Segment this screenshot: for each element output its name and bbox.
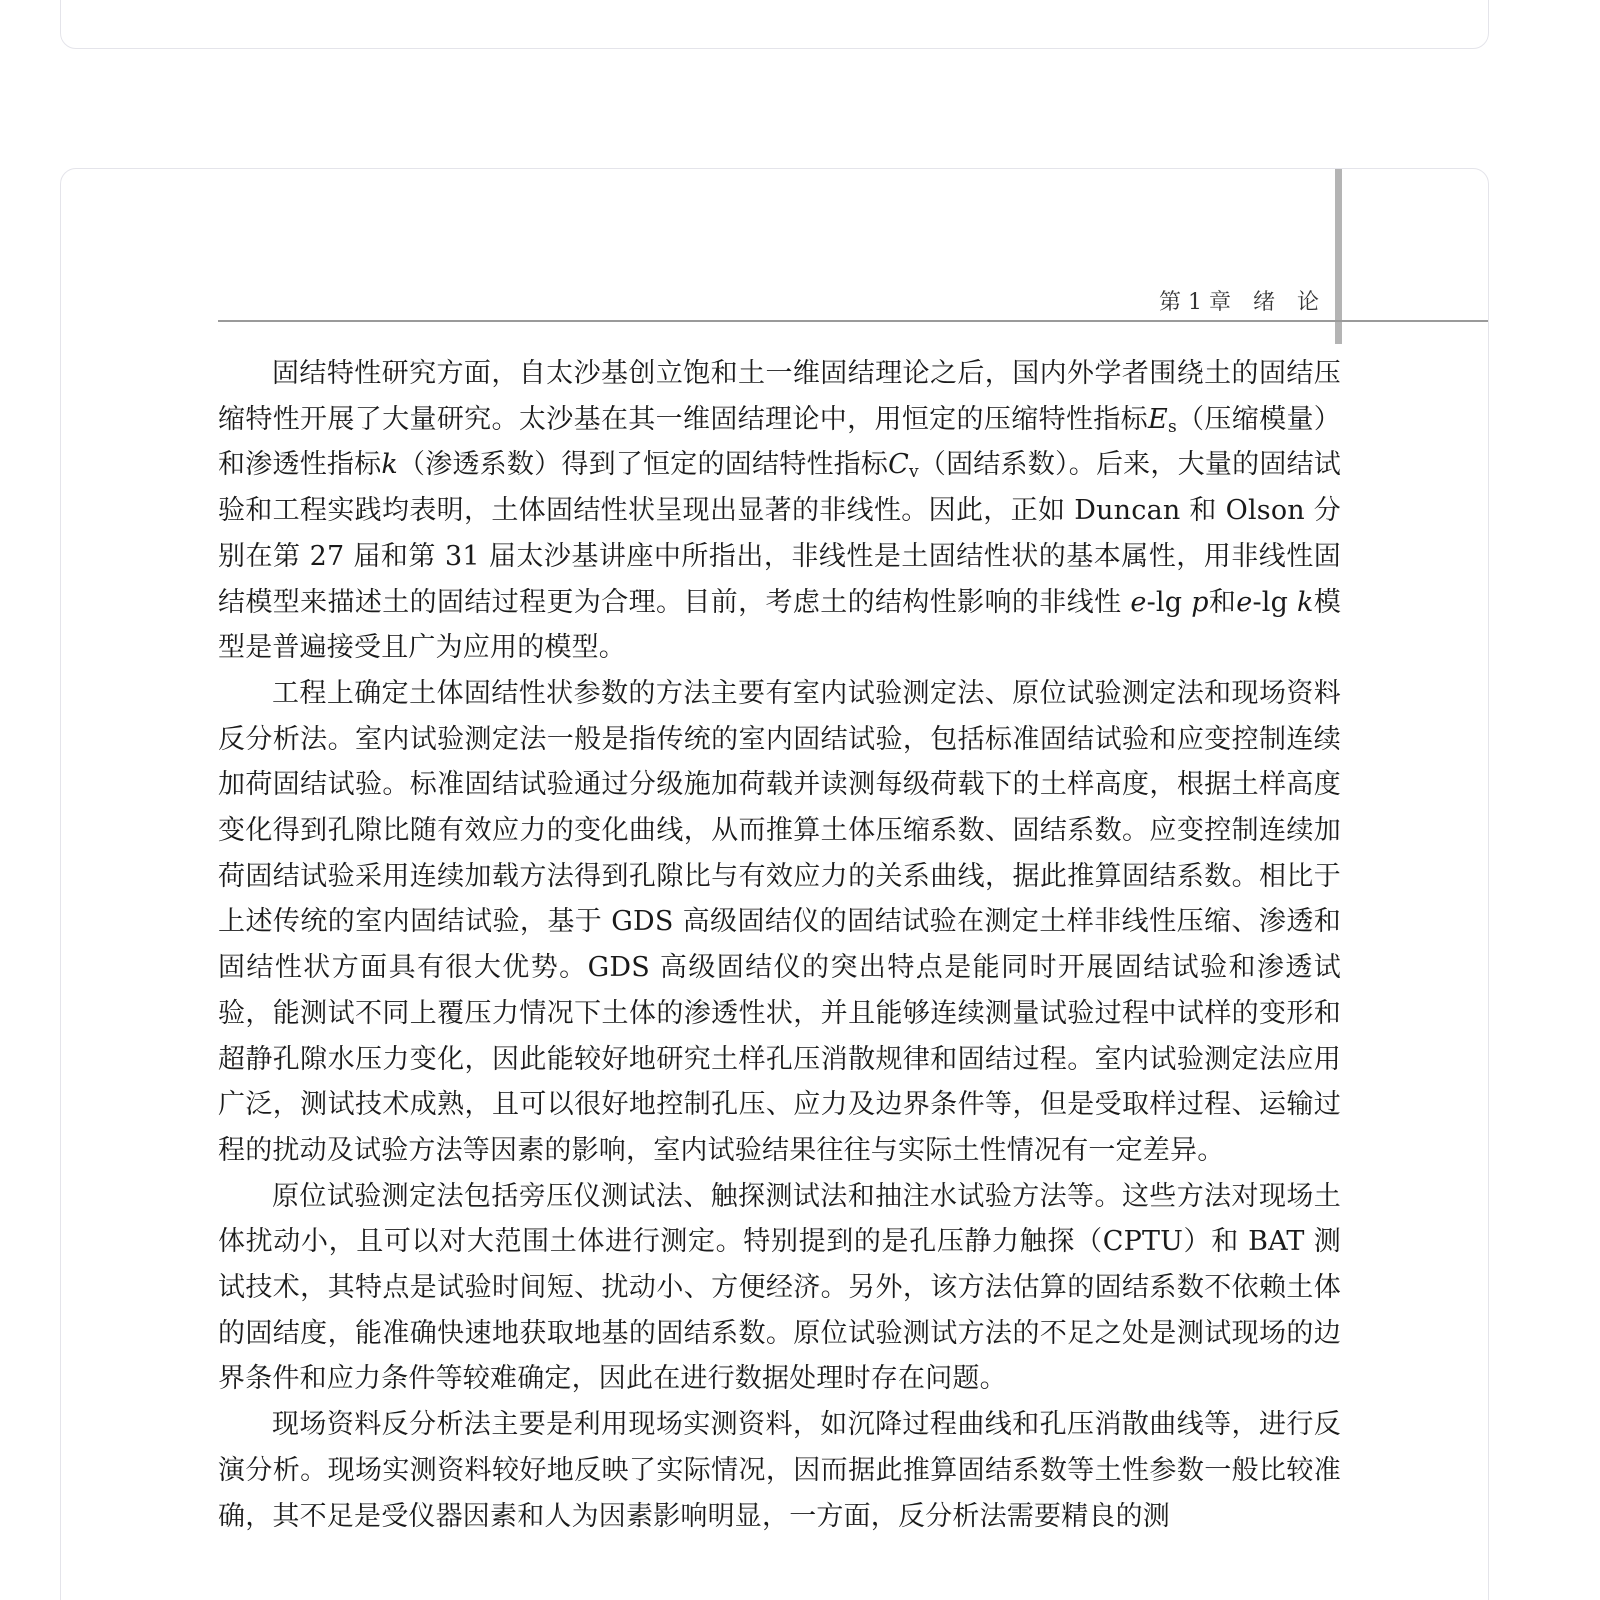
italic-symbol: k [1297,586,1314,618]
text-run: （压缩模量）和渗透性指标 [218,403,1341,481]
italic-symbol: p [1191,586,1209,618]
paragraph [218,671,1341,1174]
italic-symbol: e [1130,586,1147,618]
body-text [218,351,1341,1539]
running-head: 第 1 章 绪 论 [1159,290,1319,315]
header-rule [218,320,1489,322]
text-run: 现场资料反分析法主要是利用现场实测资料，如沉降过程曲线和孔压消散曲线等，进行反演分析。现场实测资料较好地反映了实际情况，因而据此推算固结系数等土性参数一般比较准确，其不足是受仪器因素和人为因素影响明显，一方面，反分析法需要精良的测 [218,1409,1341,1532]
italic-symbol: E [1148,403,1168,435]
previous-page [60,0,1489,49]
text-run: -lg [1146,586,1192,618]
text-run: 固结特性研究方面，自太沙基创立饱和土一维固结理论之后，国内外学者围绕土的固结压缩特性开展了大量研究。太沙基在其一维固结理论中，用恒定的压缩特性指标 [218,358,1341,435]
paragraph [218,1174,1341,1403]
paragraph [218,1402,1341,1539]
text-run: 工程上确定土体固结性状参数的方法主要有室内试验测定法、原位试验测定法和现场资料反分析法。室内试验测定法一般是指传统的室内固结试验，包括标准固结试验和应变控制连续加荷固结试验。标准固结试验通过分级施加荷载并读测每级荷载下的土样高度，根据土样高度变化得到孔隙比随有效应力的变化曲线，从而推算土体压缩系数、固结系数。应变控制连续加荷固结试验采用连续加载方法得到孔隙比与有效应力的关系曲线，据此推算固结系数。相比于上述传统的室内固结试验，基于 GDS 高级固结仪的固结试验在测定土样非线性压缩、渗透和固结性状方面具有很大优势。GDS 高级固结仪的突出特点是能同时开展固结试验和渗透试验，能测试不同上覆压力情况下土体的渗透性状，并且能够连续测量试验过程中试样的变形和超静孔隙水压力变化，因此能较好地研究土样孔压消散规律和固结过程。室内试验测定法应用广泛，测试技术成熟，且可以很好地控制孔压、应力及边界条件等，但是受取样过程、运输过程的扰动及试验方法等因素的影响，室内试验结果往往与实际土性情况有一定差异。 [218,677,1341,1166]
italic-symbol: k [381,449,398,481]
text-run: 和 [1208,586,1237,618]
paragraph [218,351,1341,671]
subscript: v [909,462,919,483]
current-page [60,168,1489,1600]
text-run: 原位试验测定法包括旁压仪测试法、触探测试法和抽注水试验方法等。这些方法对现场土体扰动小，且可以对大范围土体进行测定。特别提到的是孔压静力触探（CPTU）和 BAT 测试技术，其特点是试验时间短、扰动小、方便经济。另外，该方法估算的固结系数不依赖土体的固结度，能准确快速地获取地基的固结系数。原位试验测试方法的不足之处是测试现场的边界条件和应力条件等较难确定，因此在进行数据处理时存在问题。 [218,1180,1341,1395]
italic-symbol: e [1236,586,1253,618]
subscript: s [1167,416,1177,437]
text-run: -lg [1252,586,1298,618]
page-edge-bar [1335,169,1342,344]
text-run: 模型是普遍接受且广为应用的模型。 [218,586,1341,664]
italic-symbol: C [888,449,909,481]
text-run: （固结系数）。后来，大量的固结试验和工程实践均表明，土体固结性状呈现出显著的非线性。因此，正如 Duncan 和 Olson 分别在第 27 届和第 31 届太沙基讲座中所指出，非线性是土固结性状的基本属性，用非线性固结模型来描述土的固结过程更为合理。目前，考虑土的结构性影响的非线性 [218,449,1341,618]
text-run: （渗透系数）得到了恒定的固结特性指标 [397,449,889,481]
